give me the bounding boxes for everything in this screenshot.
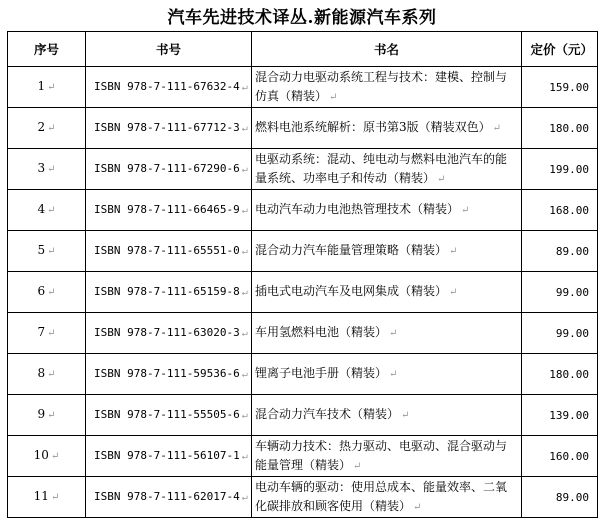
cell-isbn: [86, 149, 252, 190]
book-table: [7, 31, 598, 518]
return-mark-icon: ↵: [241, 328, 248, 339]
cell-seq-text: 6: [37, 284, 46, 298]
cell-price-text: 89.00: [555, 490, 589, 504]
cell-name: [252, 354, 522, 395]
column-header-price: 定价（元）: [522, 32, 598, 67]
cell-name-text: 电动汽车动力电池热管理技术（精装）: [255, 202, 460, 216]
cell-isbn-text: ISBN 978-7-111-59536-6: [94, 367, 240, 380]
return-mark-icon: ↵: [241, 287, 248, 298]
cell-seq: [8, 354, 86, 395]
return-mark-icon: ↵: [47, 369, 56, 380]
cell-price: [522, 272, 598, 313]
cell-name-text: 电动车辆的驱动：使用总成本、能量效率、二氧化碳排放和顾客使用（精装）: [255, 479, 508, 513]
return-mark-icon: ↵: [47, 164, 56, 175]
cell-price-text: 99.00: [555, 326, 589, 340]
cell-price: [522, 354, 598, 395]
cell-isbn-text: ISBN 978-7-111-66465-9: [94, 203, 240, 216]
cell-seq: [8, 67, 86, 108]
column-header-seq: 序号: [8, 32, 86, 67]
return-mark-icon: ↵: [449, 287, 458, 298]
cell-isbn-text: ISBN 978-7-111-62017-4: [94, 490, 240, 503]
cell-name-text: 混合动力汽车能量管理策略（精装）: [255, 243, 448, 257]
cell-price: [522, 149, 598, 190]
return-mark-icon: ↵: [47, 82, 56, 93]
cell-isbn: [86, 272, 252, 313]
cell-name-text: 电驱动系统：混动、纯电动与燃料电池汽车的能量系统、功率电子和传动（精装）: [255, 151, 508, 185]
cell-name: [252, 231, 522, 272]
table-row: [8, 272, 598, 313]
cell-price-text: 180.00: [549, 121, 589, 135]
page-title: 汽车先进技术译丛.新能源汽车系列: [167, 8, 437, 28]
table-row: [8, 231, 598, 272]
cell-isbn-text: ISBN 978-7-111-55505-6: [94, 408, 240, 421]
cell-price: [522, 477, 598, 518]
cell-name-text: 混合动力电驱动系统工程与技术：建模、控制与仿真（精装）: [255, 69, 508, 103]
return-mark-icon: ↵: [50, 492, 60, 503]
cell-name-text: 车用氢燃料电池（精装）: [255, 325, 388, 339]
return-mark-icon: ↵: [461, 205, 470, 216]
table-row: [8, 149, 598, 190]
cell-seq-text: 1: [37, 79, 46, 93]
cell-name: [252, 190, 522, 231]
return-mark-icon: ↵: [241, 492, 248, 503]
cell-name: [252, 272, 522, 313]
table-row: [8, 190, 598, 231]
cell-name-text: 混合动力汽车技术（精装）: [255, 407, 400, 421]
cell-seq: [8, 108, 86, 149]
cell-price: [522, 395, 598, 436]
cell-isbn-text: ISBN 978-7-111-56107-1: [94, 449, 240, 462]
cell-seq-text: 5: [37, 243, 46, 257]
return-mark-icon: ↵: [47, 287, 56, 298]
cell-isbn: [86, 108, 252, 149]
cell-price-text: 168.00: [549, 203, 589, 217]
table-row: [8, 395, 598, 436]
cell-price: [522, 436, 598, 477]
cell-seq-text: 9: [37, 407, 46, 421]
cell-name-text: 燃料电池系统解析：原书第3版（精装双色）: [255, 120, 491, 134]
cell-seq-text: 8: [37, 366, 46, 380]
table-header-row: [8, 32, 598, 67]
cell-isbn: [86, 67, 252, 108]
cell-seq-text: 2: [37, 120, 46, 134]
cell-price: [522, 190, 598, 231]
return-mark-icon: ↵: [241, 82, 248, 93]
table-row: [8, 313, 598, 354]
cell-price-text: 99.00: [555, 285, 589, 299]
cell-price: [522, 313, 598, 354]
return-mark-icon: ↵: [241, 205, 248, 216]
return-mark-icon: ↵: [353, 460, 362, 472]
cell-price-text: 89.00: [555, 244, 589, 258]
cell-price-text: 159.00: [549, 80, 589, 94]
return-mark-icon: ↵: [401, 410, 410, 421]
cell-isbn-text: ISBN 978-7-111-67290-6: [94, 162, 240, 175]
cell-price-text: 139.00: [549, 408, 589, 422]
table-row: [8, 108, 598, 149]
cell-name: [252, 149, 522, 190]
cell-isbn: [86, 190, 252, 231]
cell-seq: [8, 231, 86, 272]
cell-isbn: [86, 436, 252, 477]
cell-name: [252, 313, 522, 354]
column-header-isbn: 书号: [86, 32, 252, 67]
return-mark-icon: ↵: [47, 123, 56, 134]
cell-isbn: [86, 354, 252, 395]
cell-seq: [8, 436, 86, 477]
column-header-name: 书名: [252, 32, 522, 67]
table-row: [8, 67, 598, 108]
cell-price: [522, 231, 598, 272]
cell-name: [252, 67, 522, 108]
cell-price: [522, 67, 598, 108]
cell-seq-text: 10: [33, 448, 49, 462]
return-mark-icon: ↵: [47, 410, 56, 421]
return-mark-icon: ↵: [389, 369, 398, 380]
cell-name: [252, 108, 522, 149]
return-mark-icon: ↵: [241, 410, 248, 421]
cell-name: [252, 436, 522, 477]
cell-price-text: 160.00: [549, 449, 589, 463]
cell-name-text: 锂离子电池手册（精装）: [255, 366, 388, 380]
return-mark-icon: ↵: [449, 246, 458, 257]
cell-isbn-text: ISBN 978-7-111-65159-8: [94, 285, 240, 298]
return-mark-icon: ↵: [492, 123, 502, 134]
cell-isbn: [86, 231, 252, 272]
cell-name: [252, 395, 522, 436]
return-mark-icon: ↵: [241, 164, 248, 175]
return-mark-icon: ↵: [47, 205, 56, 216]
table-row: [8, 477, 598, 518]
return-mark-icon: ↵: [241, 246, 248, 257]
return-mark-icon: ↵: [241, 451, 248, 462]
return-mark-icon: ↵: [241, 123, 248, 134]
cell-seq-text: 3: [37, 161, 46, 175]
cell-seq-text: 4: [37, 202, 46, 216]
cell-seq: [8, 395, 86, 436]
cell-seq: [8, 149, 86, 190]
cell-name-text: 车辆动力技术：热力驱动、电驱动、混合驱动与能量管理（精装）: [255, 438, 508, 472]
cell-price: [522, 108, 598, 149]
return-mark-icon: ↵: [389, 328, 398, 339]
cell-isbn: [86, 395, 252, 436]
table-row: [8, 436, 598, 477]
return-mark-icon: ↵: [241, 369, 248, 380]
cell-price-text: 199.00: [549, 162, 589, 176]
cell-seq-text: 11: [33, 489, 49, 503]
return-mark-icon: ↵: [47, 328, 56, 339]
table-row: [8, 354, 598, 395]
cell-isbn: [86, 313, 252, 354]
cell-name-text: 插电式电动汽车及电网集成（精装）: [255, 284, 448, 298]
cell-isbn-text: ISBN 978-7-111-63020-3: [94, 326, 240, 339]
cell-seq-text: 7: [37, 325, 46, 339]
cell-isbn-text: ISBN 978-7-111-67632-4: [94, 80, 240, 93]
cell-isbn: [86, 477, 252, 518]
cell-seq: [8, 313, 86, 354]
cell-name: [252, 477, 522, 518]
cell-seq: [8, 272, 86, 313]
cell-isbn-text: ISBN 978-7-111-65551-0: [94, 244, 240, 257]
cell-seq: [8, 477, 86, 518]
cell-price-text: 180.00: [549, 367, 589, 381]
return-mark-icon: ↵: [413, 501, 422, 513]
return-mark-icon: ↵: [437, 173, 446, 185]
return-mark-icon: ↵: [47, 246, 56, 257]
cell-isbn-text: ISBN 978-7-111-67712-3: [94, 121, 240, 134]
cell-seq: [8, 190, 86, 231]
return-mark-icon: ↵: [50, 451, 60, 462]
return-mark-icon: ↵: [329, 91, 338, 103]
